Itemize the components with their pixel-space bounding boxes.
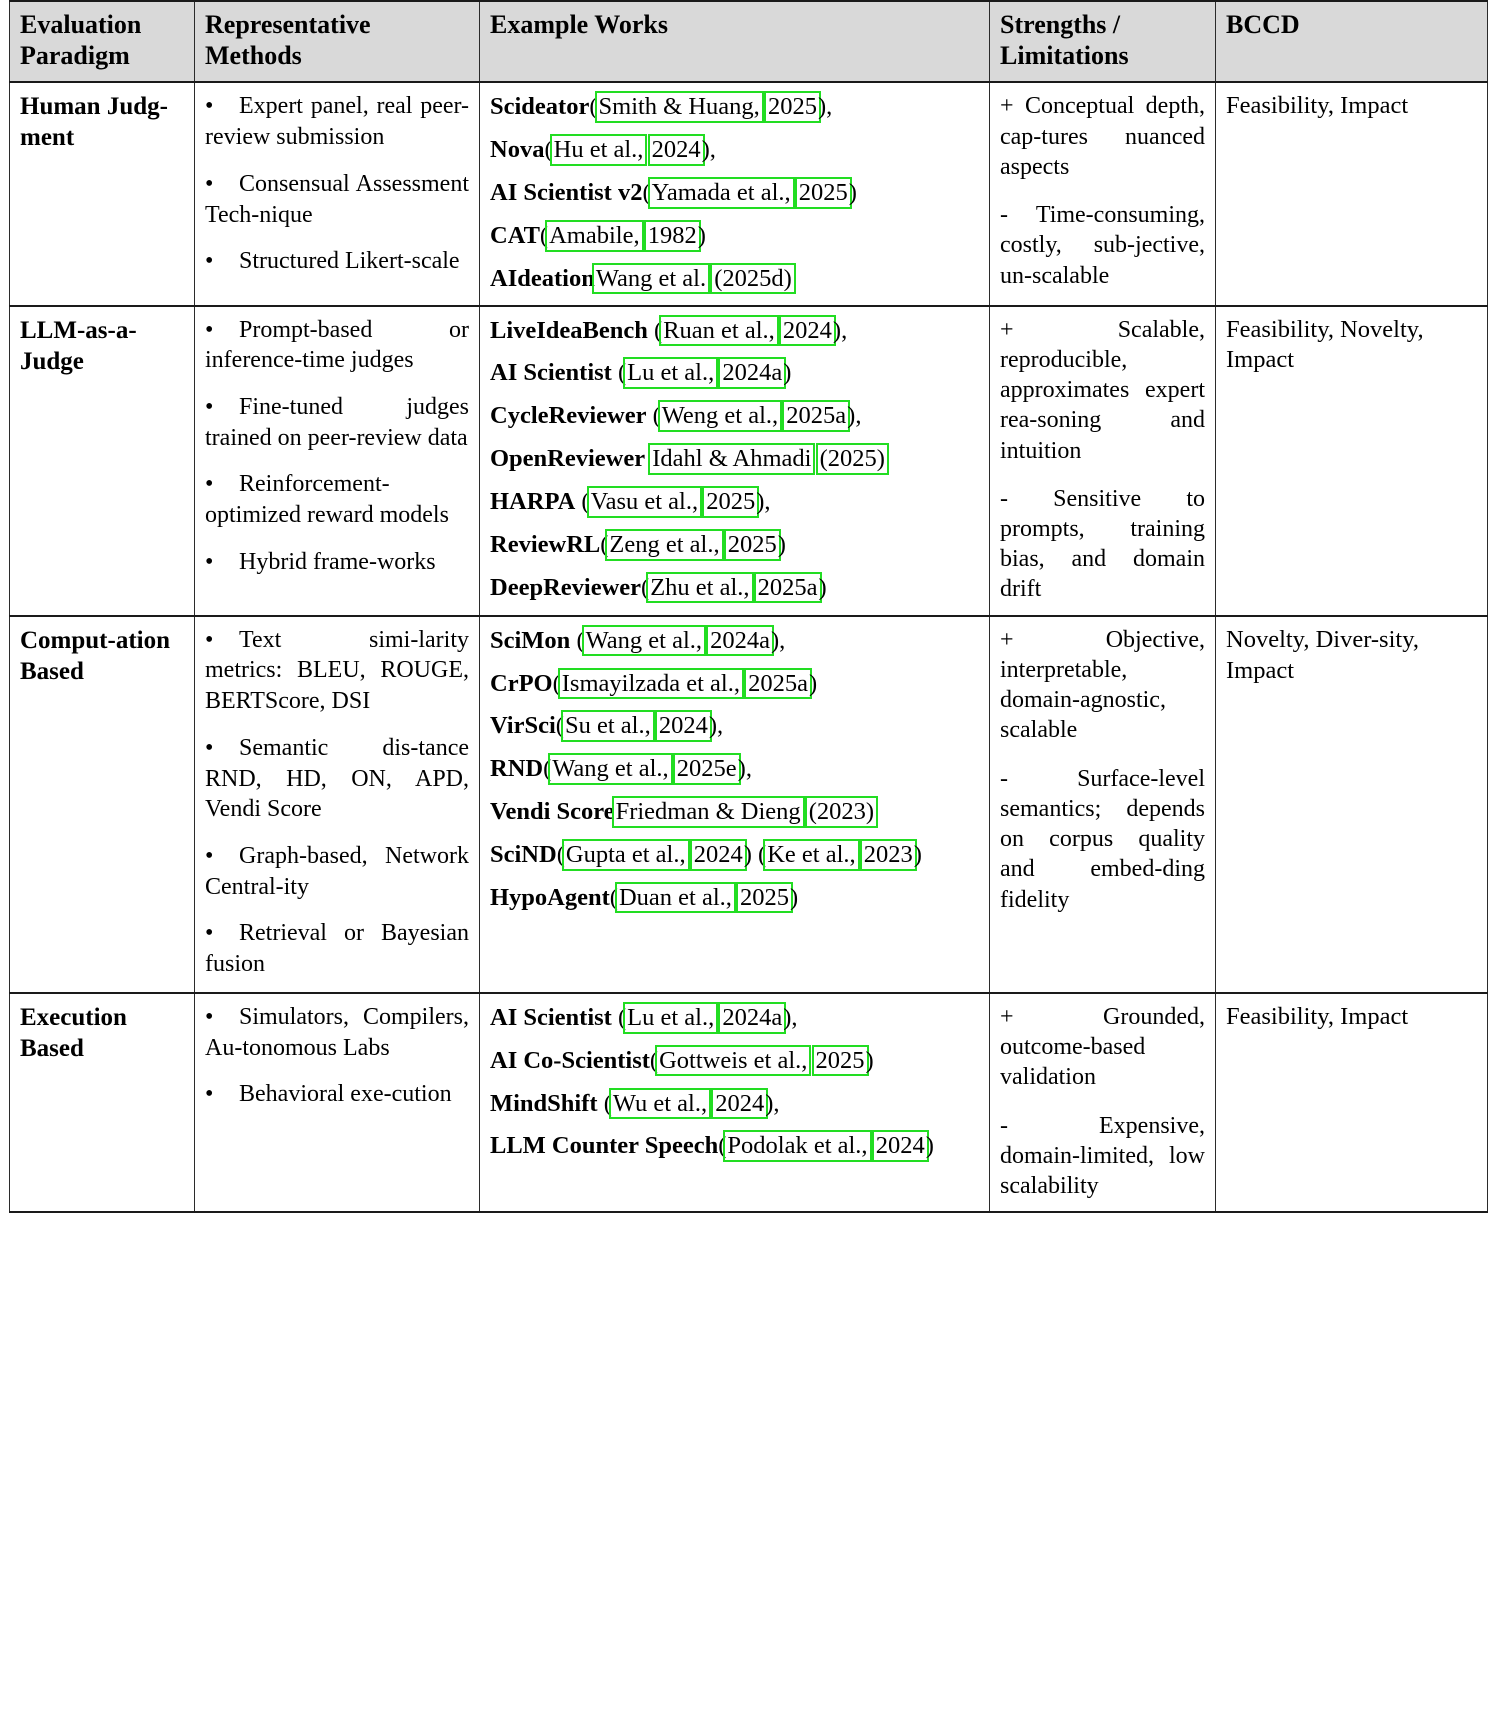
example-work-entry: CAT(Amabile, 1982) [490, 221, 706, 249]
bullet-icon: • [205, 920, 214, 947]
cell-example-works [480, 306, 990, 616]
table-header [10, 1, 1488, 82]
bccd-text: Feasibility, Impact [1226, 1002, 1409, 1030]
bullet-icon: • [205, 734, 214, 761]
citation-author-highlight: Zhu et al., [650, 573, 750, 601]
method-list-item [205, 547, 469, 578]
example-work-entry: VirSci(Su et al., 2024), [490, 712, 724, 740]
bullet-icon: • [205, 626, 214, 653]
citation-year-highlight: 2025a [748, 669, 808, 697]
method-name: LiveIdeaBench [490, 316, 648, 344]
paradigm-label: Comput-ation Based [20, 626, 171, 685]
cell-evaluation-paradigm [10, 616, 195, 993]
method-name: CrPO [490, 669, 553, 697]
citation-year-highlight: 2025 [740, 883, 790, 911]
citation-year-highlight: (2025d) [714, 264, 792, 292]
citation-year-highlight: 2024a [722, 359, 783, 387]
method-name: Vendi Score [490, 798, 615, 826]
method-name: SciMon [490, 626, 571, 654]
citation-year-highlight: 2024 [693, 840, 743, 868]
column-header-example-works: Example Works [480, 1, 990, 82]
citation-year-highlight: 2025 [815, 1046, 865, 1074]
paradigm-label: LLM-as-a-Judge [20, 316, 137, 375]
cell-representative-methods [195, 82, 480, 305]
example-work-entry: LiveIdeaBench (Ruan et al., 2024), [490, 316, 848, 344]
method-name: SciND [490, 840, 557, 868]
method-name: ReviewRL [490, 530, 601, 558]
table-row [10, 616, 1488, 993]
method-name: HARPA [490, 487, 576, 515]
paradigm-label: Execution Based [20, 1003, 127, 1062]
table-row [10, 82, 1488, 305]
example-work-entry: AI Scientist (Lu et al., 2024a), [490, 1003, 798, 1031]
method-text: Fine-tuned judges trained on peer-review data [205, 394, 469, 451]
example-work-entry: DeepReviewer(Zhu et al., 2025a) [490, 573, 827, 601]
method-list-item [205, 625, 469, 717]
evaluation-paradigm-table [9, 0, 1488, 1213]
cell-evaluation-paradigm [10, 993, 195, 1212]
table-row [10, 993, 1488, 1212]
example-work-entry: HypoAgent(Duan et al., 2025) [490, 883, 799, 911]
citation-year-highlight: (2023) [808, 798, 875, 826]
limitation-text: - Surface-level semantics; depends on corpus quality and embed-ding fidelity [1000, 765, 1205, 913]
example-work-entry: HARPA (Vasu et al., 2025), [490, 487, 771, 515]
bccd-text: Feasibility, Novelty, Impact [1226, 315, 1424, 374]
citation-year-highlight: 2024 [782, 316, 832, 344]
citation-author-highlight: Smith & Huang, [598, 93, 760, 121]
citation-year-highlight: (2025) [819, 445, 885, 473]
method-list [205, 91, 469, 277]
method-text: Retrieval or Bayesian fusion [205, 920, 469, 978]
cell-bccd [1216, 82, 1488, 305]
method-name: AI Scientist v2 [490, 179, 643, 207]
cell-bccd [1216, 306, 1488, 616]
method-text: Prompt-based or inference-time judges [205, 316, 469, 374]
method-name: AIdeation [490, 264, 595, 292]
cell-example-works [480, 616, 990, 993]
example-work-entry: SciMon (Wang et al., 2024a), [490, 626, 786, 654]
method-name: Scideator [490, 93, 590, 121]
method-list-item [205, 469, 469, 530]
bullet-icon: • [205, 316, 214, 343]
example-work-entry: RND(Wang et al., 2025e), [490, 755, 752, 783]
method-text: Text simi-larity metrics: BLEU, ROUGE, BERTScore, DSI [205, 626, 469, 715]
limitation-text: - Time-consuming, costly, sub-jective, un-scalable [1000, 202, 1205, 289]
bullet-icon: • [205, 1003, 214, 1030]
method-list [205, 315, 469, 578]
table-body [10, 82, 1488, 1212]
citation-author-highlight: Ismayilzada et al., [561, 669, 740, 697]
example-work-entry: LLM Counter Speech(Podolak et al., 2024) [490, 1132, 934, 1160]
citation-author-highlight: Friedman & Dieng [615, 798, 801, 826]
example-work-entry [490, 796, 979, 828]
citation-author-highlight: Yamada et al., [651, 179, 791, 207]
citation-author-highlight: Ruan et al., [663, 316, 775, 344]
example-work-entry: ReviewRL(Zeng et al., 2025) [490, 530, 786, 558]
cell-example-works [480, 993, 990, 1212]
method-list-item [205, 841, 469, 902]
example-work-entry: SciND(Gupta et al., 2024) (Ke et al., 2023) [490, 840, 922, 868]
citation-author-highlight: Hu et al., [553, 136, 644, 164]
bullet-icon: • [205, 842, 214, 869]
method-name: LLM Counter Speech [490, 1132, 719, 1160]
example-work-entry: Scideator(Smith & Huang, 2025), [490, 93, 833, 121]
citation-author-highlight: Gottweis et al., [659, 1046, 808, 1074]
bccd-text: Feasibility, Impact [1226, 92, 1409, 120]
citation-author-highlight: Su et al., [564, 712, 651, 740]
limitation-text: - Expensive, domain-limited, low scalability [1000, 1112, 1205, 1200]
citation-year-highlight: 2025 [706, 487, 756, 515]
strength-text: + Grounded, outcome-based validation [1000, 1003, 1205, 1091]
cell-evaluation-paradigm [10, 82, 195, 305]
method-list [205, 1002, 469, 1110]
method-name: CycleReviewer [490, 402, 647, 430]
citation-author-highlight: Lu et al., [627, 1003, 715, 1031]
citation-year-highlight: 2024 [651, 136, 701, 164]
citation-year-highlight: 2024 [875, 1132, 925, 1160]
example-work-entry: AI Scientist (Lu et al., 2024a) [490, 359, 792, 387]
column-header-strengths-limitations: Strengths / Limitations [990, 1, 1216, 82]
citation-year-highlight: 2025e [676, 755, 737, 783]
column-header-representative-methods: Representative Methods [195, 1, 480, 82]
column-header-evaluation-paradigm: Evaluation Paradigm [10, 1, 195, 82]
citation-author-highlight: Wang et al., [585, 626, 703, 654]
table-row [10, 306, 1488, 616]
method-list-item [205, 392, 469, 453]
method-name: HypoAgent [490, 883, 610, 911]
method-name: RND [490, 755, 544, 783]
citation-author-highlight: Weng et al., [661, 402, 779, 430]
cell-representative-methods [195, 306, 480, 616]
example-work-entry: AI Scientist v2(Yamada et al., 2025) [490, 179, 857, 207]
citation-author-highlight: Idahl & Ahmadi [652, 445, 812, 473]
method-text: Semantic dis-tance RND, HD, ON, APD, Vendi Score [205, 734, 469, 823]
example-work-entry [490, 443, 979, 475]
citation-author-highlight: Lu et al., [627, 359, 715, 387]
method-list-item [205, 315, 469, 376]
method-name: Nova [490, 136, 545, 164]
example-work-entry: Nova(Hu et al., 2024), [490, 136, 716, 164]
example-work-entry [490, 263, 979, 295]
citation-author-highlight: Gupta et al., [565, 840, 686, 868]
cell-bccd [1216, 993, 1488, 1212]
cell-bccd [1216, 616, 1488, 993]
cell-strengths-limitations [990, 616, 1216, 993]
limitation-text: - Sensitive to prompts, training bias, and domain drift [1000, 485, 1205, 603]
method-text: Simulators, Compilers, Au-tonomous Labs [205, 1003, 469, 1061]
citation-year-highlight: 1982 [647, 221, 697, 249]
bccd-text: Novelty, Diver-sity, Impact [1226, 625, 1419, 684]
method-text: Behavioral exe-cution [239, 1081, 452, 1108]
citation-year-highlight: 2024 [658, 712, 708, 740]
citation-year-highlight: 2025 [727, 530, 777, 558]
citation-author-highlight: Vasu et al., [590, 487, 699, 515]
method-list [205, 625, 469, 980]
method-name: AI Scientist [490, 1003, 612, 1031]
cell-evaluation-paradigm [10, 306, 195, 616]
citation-year-highlight: 2024 [715, 1089, 765, 1117]
cell-strengths-limitations [990, 82, 1216, 305]
example-work-entry: CycleReviewer (Weng et al., 2025a), [490, 402, 862, 430]
method-text: Expert panel, real peer-review submission [205, 93, 469, 151]
example-work-entry: MindShift (Wu et al., 2024), [490, 1089, 780, 1117]
strength-text: + Scalable, reproducible, approximates expert rea-soning and intuition [1000, 316, 1205, 464]
citation-author-highlight: Amabile, [549, 221, 640, 249]
citation-author-highlight: Wu et al., [612, 1089, 708, 1117]
cell-representative-methods [195, 616, 480, 993]
citation-year-highlight: 2024a [710, 626, 771, 654]
method-text: Hybrid frame-works [239, 548, 436, 575]
bullet-icon: • [205, 471, 214, 498]
example-work-entry: CrPO(Ismayilzada et al., 2025a) [490, 669, 818, 697]
cell-strengths-limitations [990, 993, 1216, 1212]
column-header-bccd: BCCD [1216, 1, 1488, 82]
citation-author-highlight: Wang et al., [552, 755, 669, 783]
method-name: DeepReviewer [490, 573, 642, 601]
method-list-item [205, 1079, 469, 1110]
method-list-item [205, 733, 469, 825]
citation-author-highlight: Duan et al., [618, 883, 732, 911]
cell-example-works [480, 82, 990, 305]
method-text: Reinforcement-optimized reward models [205, 471, 449, 529]
cell-strengths-limitations [990, 306, 1216, 616]
method-text: Graph-based, Network Central-ity [205, 842, 469, 900]
method-list-item [205, 1002, 469, 1063]
citation-year-highlight: 2025 [767, 93, 817, 121]
method-list-item [205, 169, 469, 230]
method-name: AI Co-Scientist [490, 1046, 650, 1074]
citation-author-highlight: Zeng et al., [609, 530, 720, 558]
method-list-item [205, 91, 469, 152]
method-text: Consensual Assessment Tech-nique [205, 170, 469, 228]
citation-author-highlight: Wang et al. [595, 264, 707, 292]
bullet-icon: • [205, 548, 214, 575]
method-name: CAT [490, 221, 540, 249]
citation-author-highlight: Ke et al., [767, 840, 856, 868]
citation-year-highlight: 2023 [863, 840, 913, 868]
method-name: MindShift [490, 1089, 598, 1117]
bullet-icon: • [205, 248, 214, 275]
header-row [10, 1, 1488, 82]
bullet-icon: • [205, 394, 214, 420]
example-work-entry: AI Co-Scientist(Gottweis et al., 2025) [490, 1046, 874, 1074]
bullet-icon: • [205, 170, 214, 197]
method-list-item [205, 246, 469, 277]
bullet-icon: • [205, 1081, 214, 1108]
citation-year-highlight: 2024a [722, 1003, 783, 1031]
citation-author-highlight: Podolak et al., [727, 1132, 868, 1160]
citation-year-highlight: 2025 [798, 179, 848, 207]
method-name: AI Scientist [490, 359, 612, 387]
citation-year-highlight: 2025a [757, 573, 818, 601]
cell-representative-methods [195, 993, 480, 1212]
paradigm-label: Human Judg-ment [20, 93, 168, 152]
method-text: Structured Likert-scale [239, 248, 460, 275]
bullet-icon: • [205, 93, 214, 120]
strength-text: + Conceptual depth, cap-tures nuanced aspects [1000, 93, 1205, 180]
method-name: VirSci [490, 712, 556, 740]
strength-text: + Objective, interpretable, domain-agnostic, scalable [1000, 626, 1205, 744]
citation-year-highlight: 2025a [786, 402, 847, 430]
method-list-item [205, 918, 469, 979]
method-name: OpenReviewer [490, 445, 646, 473]
